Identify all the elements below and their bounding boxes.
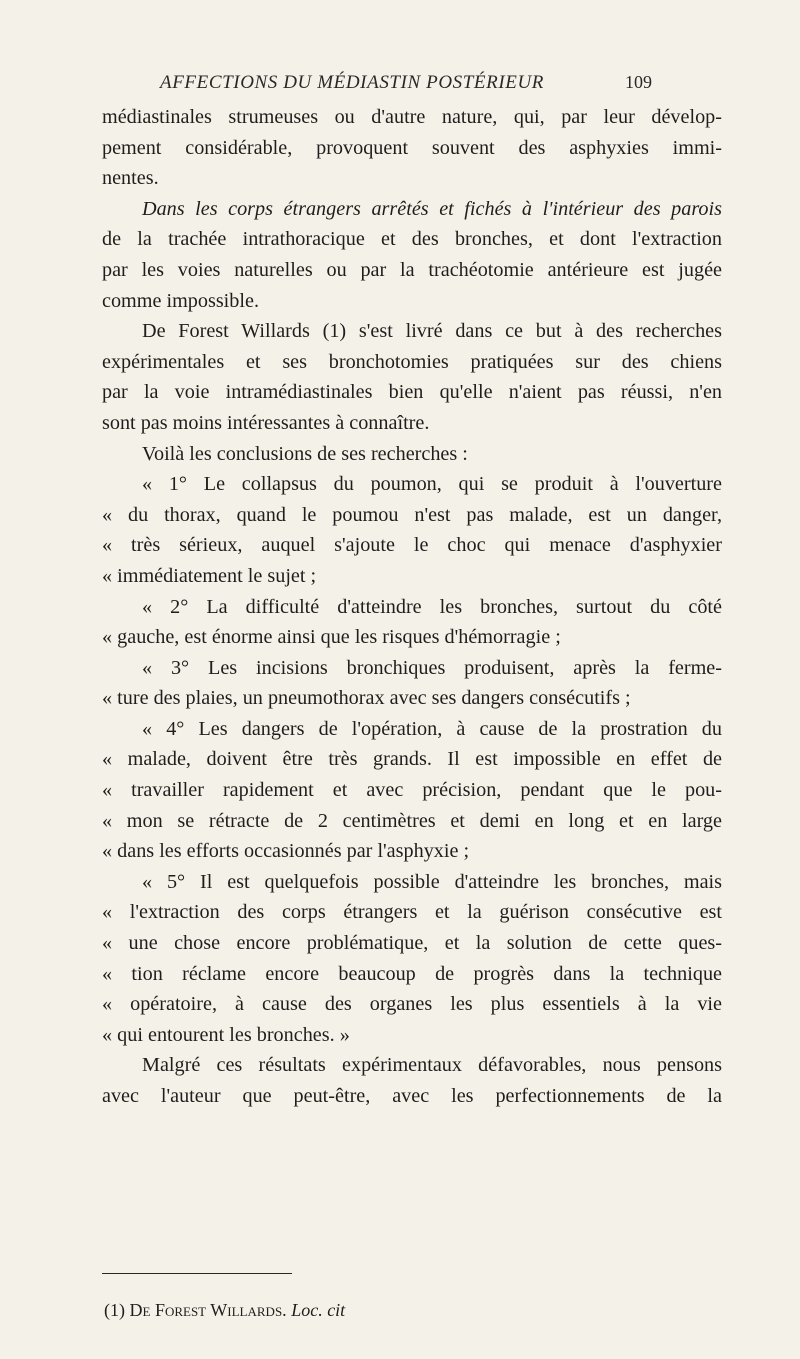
quote-line: « une chose encore problématique, et la solution de cette ques-: [102, 932, 722, 955]
footnote-rule: [102, 1273, 292, 1274]
text-line: comme impossible.: [102, 289, 259, 312]
quote-line: « 4° Les dangers de l'opération, à cause de la prostration du: [142, 717, 722, 740]
text-line: Malgré ces résultats expérimentaux défavorables, nous pensons: [142, 1054, 722, 1077]
quote-line: « qui entourent les bronches. »: [102, 1023, 350, 1046]
page-number: 109: [625, 72, 652, 92]
quote-line: « 5° Il est quelquefois possible d'atteindre les bronches, mais: [142, 870, 722, 893]
quote-line: « 1° Le collapsus du poumon, qui se produit à l'ouverture: [142, 473, 722, 496]
quote-line: « mon se rétracte de 2 centimètres et demi en long et en large: [102, 809, 722, 832]
quote-line: « malade, doivent être très grands. Il est impossible en effet de: [102, 748, 722, 771]
quote-line: « tion réclame encore beaucoup de progrès dans la technique: [102, 962, 722, 985]
text-line: par la voie intramédiastinales bien qu'elle n'aient pas réussi, n'en: [102, 381, 722, 404]
text-line: médiastinales strumeuses ou d'autre nature, qui, par leur dévelop-: [102, 106, 722, 128]
quote-line: « 3° Les incisions bronchiques produisent, après la ferme-: [142, 656, 722, 679]
text-line: Dans les corps étrangers arrêtés et fichés à l'intérieur des parois: [142, 197, 722, 220]
text-line: pement considérable, provoquent souvent des asphyxies immi-: [102, 136, 722, 159]
text-line: sont pas moins intéressantes à connaître.: [102, 411, 430, 434]
quote-line: « 2° La difficulté d'atteindre les bronches, surtout du côté: [142, 595, 722, 618]
quote-line: « travailler rapidement et avec précision, pendant que le pou-: [102, 779, 722, 802]
text-line: de la trachée intrathoracique et des bronches, et dont l'extraction: [102, 228, 722, 251]
quote-line: « gauche, est énorme ainsi que les risques d'hémorragie ;: [102, 626, 561, 649]
running-title: AFFECTIONS DU MÉDIASTIN POSTÉRIEUR: [160, 72, 544, 93]
quote-line: « l'extraction des corps étrangers et la guérison consécutive est: [102, 901, 722, 924]
text-line: nentes.: [102, 167, 159, 190]
quote-line: « dans les efforts occasionnés par l'asphyxie ;: [102, 840, 470, 863]
text-line: par les voies naturelles ou par la trachéotomie antérieure est jugée: [102, 258, 722, 281]
footnote-loc: Loc. cit: [291, 1300, 346, 1320]
quote-line: « du thorax, quand le poumou n'est pas malade, est un danger,: [102, 503, 722, 526]
text-line: De Forest Willards (1) s'est livré dans ce but à des recherches: [142, 320, 722, 343]
quote-line: « très sérieux, auquel s'ajoute le choc qui menace d'asphyxier: [102, 534, 722, 557]
quote-line: « opératoire, à cause des organes les plus essentiels à la vie: [102, 993, 722, 1016]
footnote-author: De Forest Willards.: [129, 1300, 287, 1320]
body-text: [102, 102, 722, 1112]
text-line: expérimentales et ses bronchotomies pratiquées sur des chiens: [102, 350, 722, 373]
quote-line: « immédiatement le sujet ;: [102, 564, 317, 587]
footnote: [104, 1298, 664, 1322]
footnote-marker: (1): [104, 1300, 125, 1320]
text-line: avec l'auteur que peut-être, avec les perfectionnements de la: [102, 1085, 722, 1107]
text-line: Voilà les conclusions de ses recherches :: [142, 442, 468, 465]
quote-line: « ture des plaies, un pneumothorax avec ses dangers consécutifs ;: [102, 687, 631, 710]
